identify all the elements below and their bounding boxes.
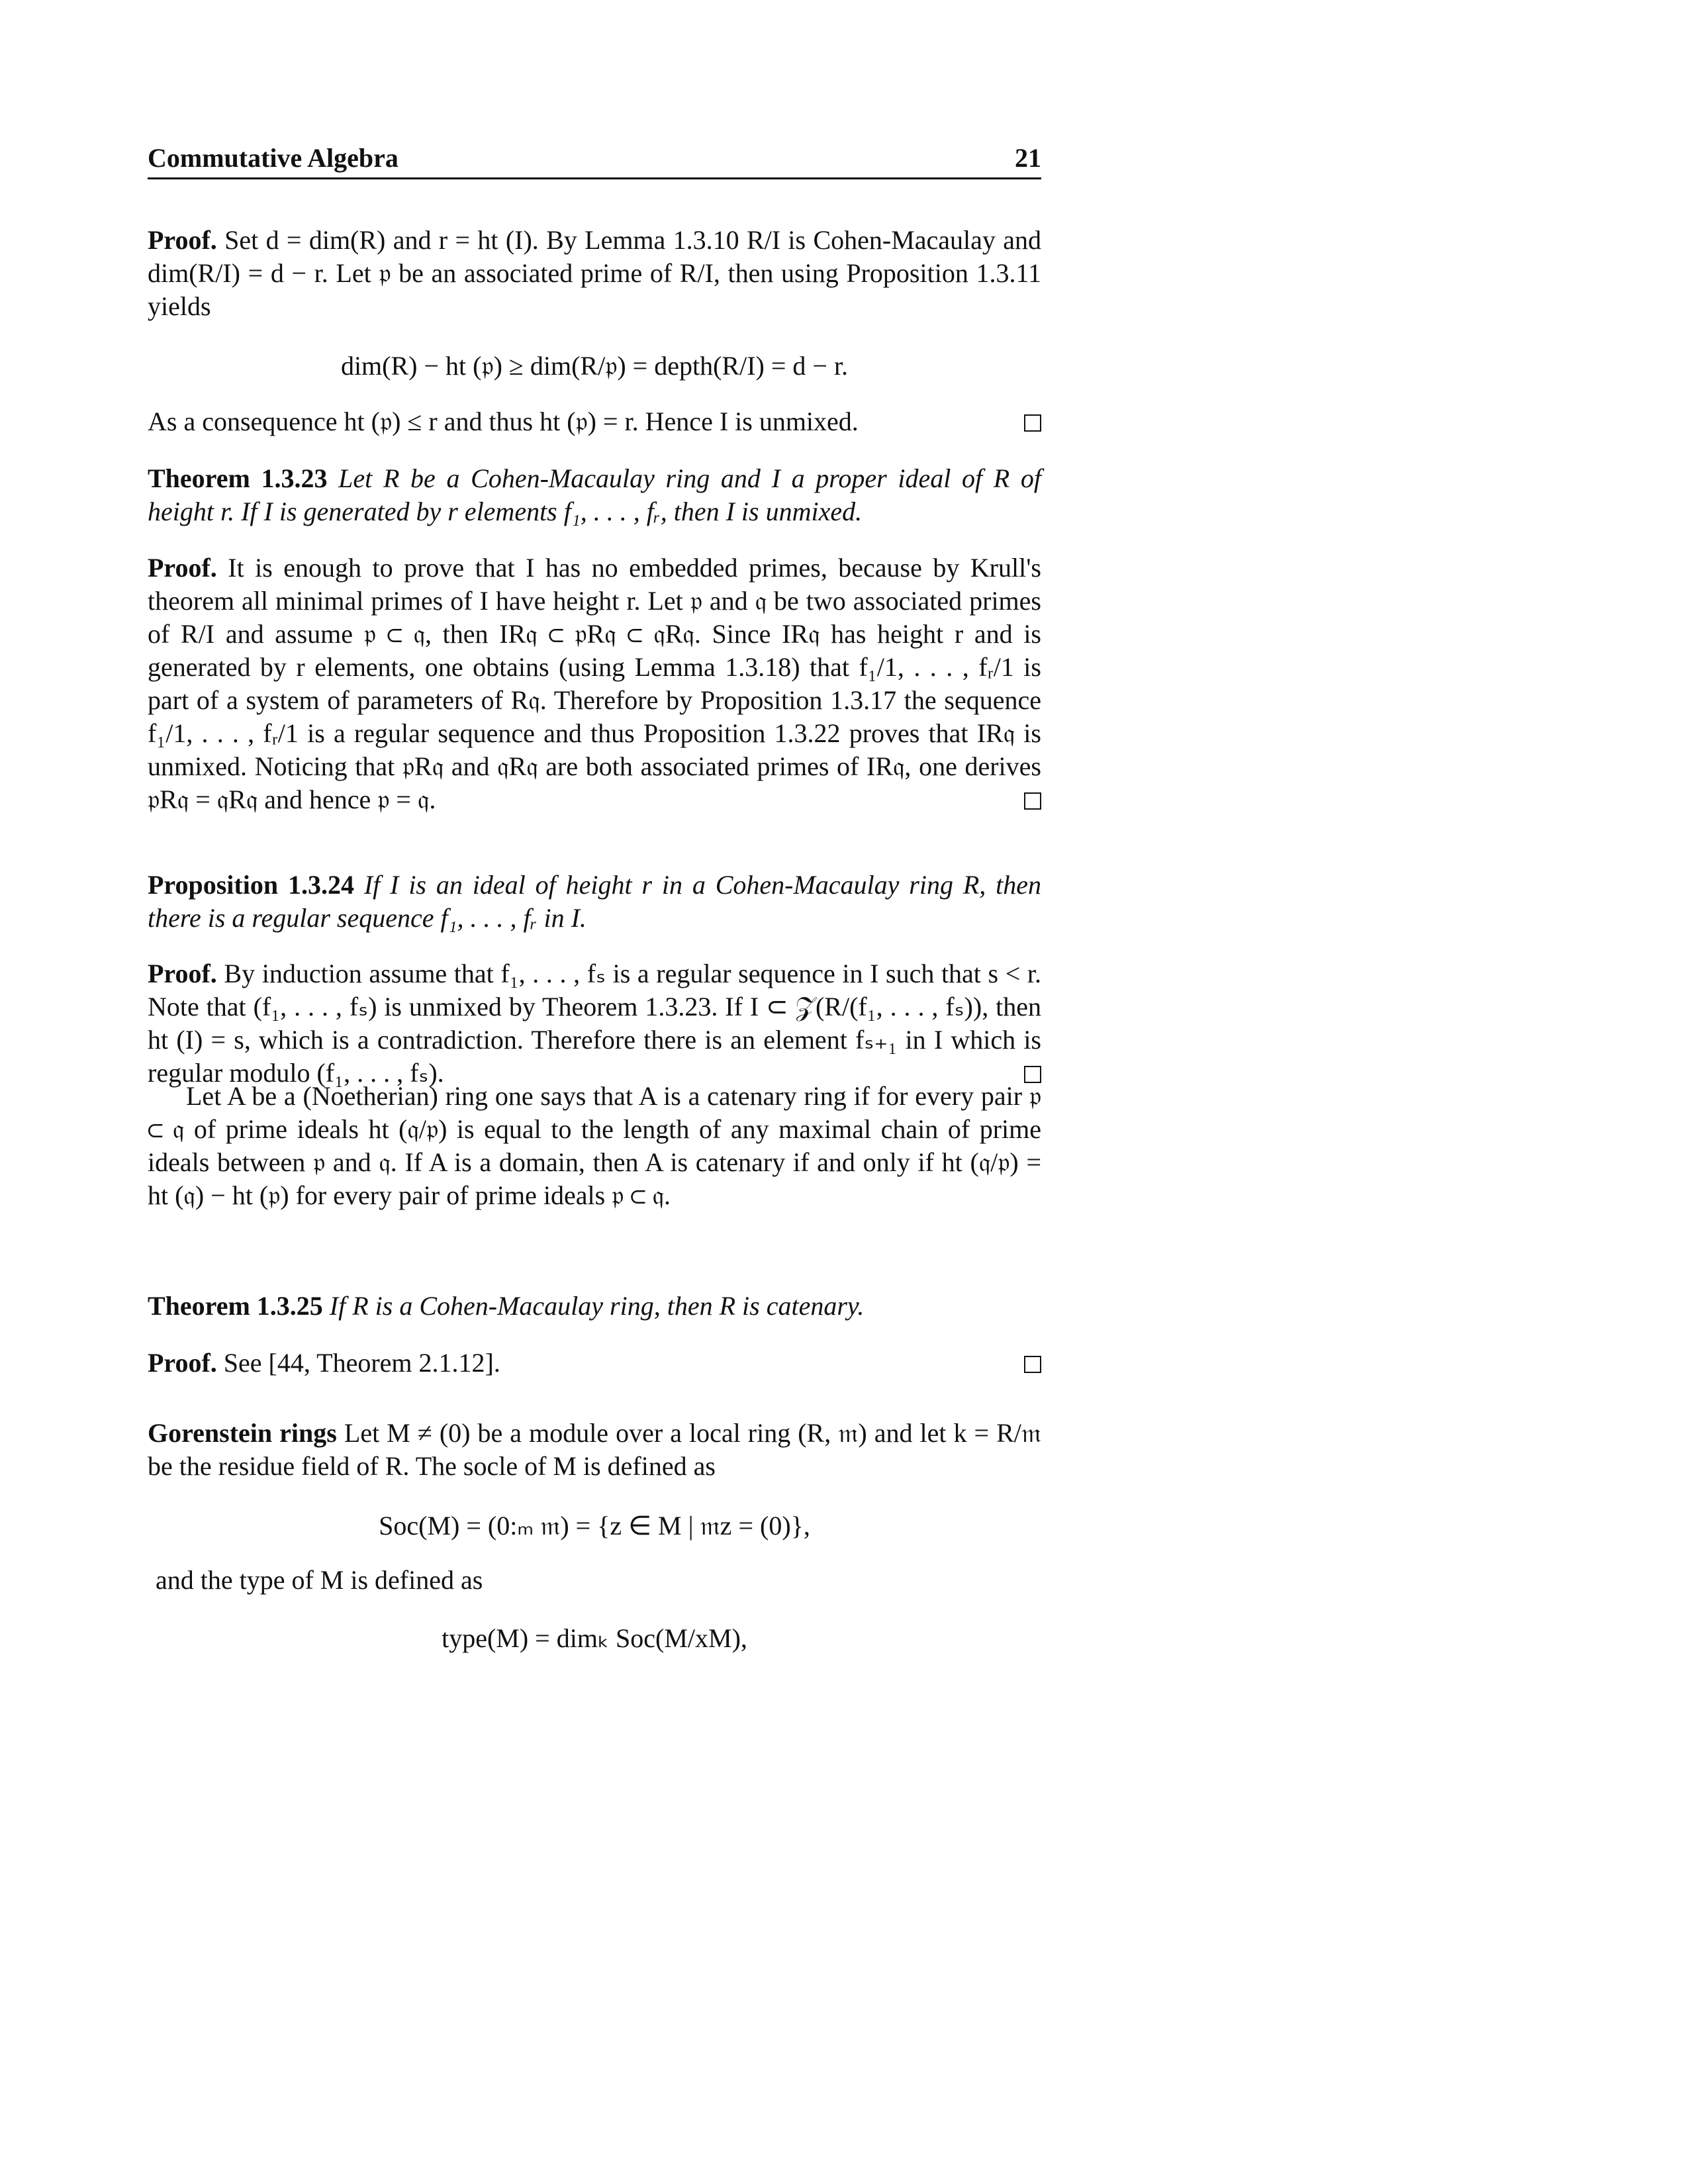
proposition-statement: If I is an ideal of height r in a Cohen-Macaulay ring R, then there is a regular sequence f₁, . . . , fᵣ in I. [148, 870, 1041, 933]
proof-1-conclusion [148, 405, 1041, 438]
display-equation-depth: dim(R) − ht (𝔭) ≥ dim(R/𝔭) = depth(R/I) = d − r. [340, 351, 849, 381]
page-number: 21 [1015, 143, 1041, 173]
proof-label: Proof. [148, 1348, 217, 1378]
theorem-label: Theorem 1.3.23 [148, 463, 328, 493]
proposition-label: Proposition 1.3.24 [148, 870, 354, 900]
catenary-paragraph [148, 1080, 1041, 1212]
qed-symbol [1024, 1356, 1041, 1373]
proof-1 [148, 224, 1041, 323]
proof-label: Proof. [148, 225, 217, 255]
theorem-1-3-23 [148, 462, 1041, 528]
proof-2 [148, 551, 1041, 816]
display-equation-type: type(M) = dimₖ Soc(M/xM), [442, 1623, 747, 1653]
proof-text: See [44, Theorem 2.1.12]. [223, 1348, 500, 1378]
proof-label: Proof. [148, 553, 217, 583]
theorem-1-3-25 [148, 1290, 1041, 1323]
theorem-label: Theorem 1.3.25 [148, 1291, 323, 1321]
qed-symbol [1024, 792, 1041, 810]
proof-text: It is enough to prove that I has no embedded primes, because by Krull's theorem all minimal primes of I have height r. Let 𝔭 and 𝔮 be two associated primes of R/I and assume 𝔭 ⊂ 𝔮, then IR𝔮 ⊂ 𝔭R𝔮 ⊂ 𝔮R𝔮. Since IR𝔮 has height r and is generated by r elements, one obtains (using Lemma 1.3.18) that f₁/1, . . . , fᵣ/1 is part of a system of parameters of R𝔮. Therefore by Proposition 1.3.17 the sequence f₁/1, . . . , fᵣ/1 is a regular sequence and thus Proposition 1.3.22 proves that IR𝔮 is unmixed. Noticing that 𝔭R𝔮 and 𝔮R𝔮 are both associated primes of IR𝔮, one derives 𝔭R𝔮 = 𝔮R𝔮 and hence 𝔭 = 𝔮. [148, 553, 1041, 814]
display-equation-socle: Soc(M) = (0:ₘ 𝔪) = {z ∈ M | 𝔪z = (0)}, [379, 1511, 810, 1541]
type-intro [156, 1564, 1049, 1597]
conclusion-text: As a consequence ht (𝔭) ≤ r and thus ht (𝔭) = r. Hence I is unmixed. [148, 406, 859, 436]
theorem-statement: Let R be a Cohen-Macaulay ring and I a proper ideal of R of height r. If I is generated by r elements f₁, . . . , fᵣ, then I is unmixed. [148, 463, 1041, 526]
proposition-1-3-24 [148, 869, 1041, 935]
proof-text: Set d = dim(R) and r = ht (I). By Lemma 1.3.10 R/I is Cohen-Macaulay and dim(R/I) = d − r. Let 𝔭 be an associated prime of R/I, then using Proposition 1.3.11 yields [148, 225, 1041, 321]
proof-text: By induction assume that f₁, . . . , fₛ is a regular sequence in I such that s < r. Note that (f₁, . . . , fₛ) is unmixed by Theorem 1.3.23. If I ⊂ 𝒵(R/(f₁, . . . , fₛ)), then ht (I) = s, which is a contradiction. Therefore there is an element fₛ₊₁ in I which is regular modulo (f₁, . . . , fₛ). [148, 959, 1042, 1088]
gorenstein-paragraph [148, 1417, 1041, 1483]
qed-symbol [1024, 414, 1041, 432]
proof-3 [148, 957, 1041, 1090]
gorenstein-text: Let M ≠ (0) be a module over a local ring (R, 𝔪) and let k = R/𝔪 be the residue field of R. The socle of M is defined as [148, 1418, 1042, 1481]
section-label: Gorenstein rings [148, 1418, 337, 1448]
running-header [148, 138, 1041, 179]
type-text: and the type of M is defined as [156, 1565, 483, 1595]
proof-label: Proof. [148, 959, 217, 988]
theorem-statement: If R is a Cohen-Macaulay ring, then R is catenary. [329, 1291, 865, 1321]
catenary-text: Let A be a (Noetherian) ring one says that A is a catenary ring if for every pair 𝔭 ⊂ 𝔮 of prime ideals ht (𝔮/𝔭) is equal to the length of any maximal chain of prime ideals between 𝔭 and 𝔮. If A is a domain, then A is catenary if and only if ht (𝔮/𝔭) = ht (𝔮) − ht (𝔭) for every pair of prime ideals 𝔭 ⊂ 𝔮. [148, 1081, 1041, 1210]
proof-4 [148, 1347, 1041, 1380]
header-title: Commutative Algebra [148, 143, 399, 173]
